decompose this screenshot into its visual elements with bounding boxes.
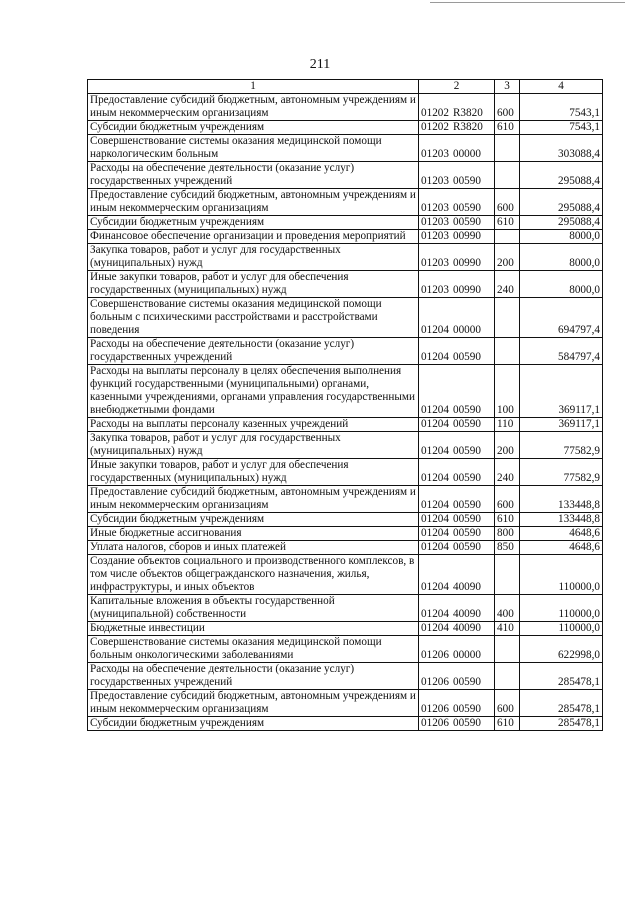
row-target-article-code: 00590 (452, 527, 481, 539)
row-target-article-prefix: 01204 (421, 351, 449, 363)
row-target-article-prefix: 01204 (421, 404, 449, 416)
row-target-article (419, 527, 495, 541)
row-amount: 8000,0 (520, 230, 603, 244)
row-amount: 285478,1 (520, 690, 603, 717)
row-expense-type (495, 663, 520, 690)
row-name: Уплата налогов, сборов и иных платежей (88, 541, 419, 555)
row-target-article-code: 00590 (452, 513, 481, 525)
row-target-article-prefix: 01206 (421, 649, 449, 661)
row-expense-type: 110 (495, 418, 520, 432)
row-amount: 4648,6 (520, 541, 603, 555)
table-row (88, 663, 603, 690)
table-row (88, 135, 603, 162)
row-target-article-prefix: 01202 (421, 107, 449, 119)
row-name: Расходы на выплаты персоналу казенных учреждений (88, 418, 419, 432)
row-target-article-code: 00990 (452, 257, 481, 269)
row-name: Совершенствование системы оказания медицинской помощи больным с психическими расстройствами и расстройствами поведения (88, 298, 419, 338)
row-target-article (419, 271, 495, 298)
row-target-article (419, 663, 495, 690)
table-row (88, 365, 603, 418)
row-amount: 584797,4 (520, 338, 603, 365)
table-row (88, 555, 603, 595)
row-target-article-prefix: 01202 (421, 121, 449, 133)
row-amount: 110000,0 (520, 622, 603, 636)
row-expense-type: 240 (495, 459, 520, 486)
table-row (88, 636, 603, 663)
row-amount: 295088,4 (520, 216, 603, 230)
row-expense-type: 410 (495, 622, 520, 636)
row-amount: 8000,0 (520, 271, 603, 298)
row-target-article-code: 00590 (452, 351, 481, 363)
row-target-article-code: 00590 (452, 175, 481, 187)
row-name: Закупка товаров, работ и услуг для государственных (муниципальных) нужд (88, 432, 419, 459)
row-name: Совершенствование системы оказания медицинской помощи наркологическим больным (88, 135, 419, 162)
row-target-article (419, 298, 495, 338)
table-row (88, 121, 603, 135)
row-amount: 133448,8 (520, 486, 603, 513)
table-row (88, 162, 603, 189)
row-name: Субсидии бюджетным учреждениям (88, 717, 419, 731)
row-target-article (419, 636, 495, 663)
row-name: Закупка товаров, работ и услуг для государственных (муниципальных) нужд (88, 244, 419, 271)
row-target-article-prefix: 01204 (421, 622, 449, 634)
row-target-article-prefix: 01203 (421, 202, 449, 214)
row-expense-type: 200 (495, 244, 520, 271)
row-target-article (419, 244, 495, 271)
budget-table (87, 79, 603, 731)
row-target-article-prefix: 01204 (421, 527, 449, 539)
row-target-article-prefix: 01203 (421, 230, 449, 242)
row-target-article-prefix: 01203 (421, 175, 449, 187)
row-name: Предоставление субсидий бюджетным, автономным учреждениям и иным некоммерческим организациям (88, 486, 419, 513)
table-row (88, 717, 603, 731)
row-target-article-code: 40090 (452, 622, 481, 634)
row-name: Иные закупки товаров, работ и услуг для обеспечения государственных (муниципальных) нужд (88, 271, 419, 298)
table-row (88, 244, 603, 271)
row-amount: 694797,4 (520, 298, 603, 338)
table-row (88, 271, 603, 298)
row-target-article (419, 690, 495, 717)
row-expense-type (495, 636, 520, 663)
row-expense-type (495, 338, 520, 365)
row-target-article-code: 00590 (452, 676, 481, 688)
row-target-article (419, 513, 495, 527)
row-name: Бюджетные инвестиции (88, 622, 419, 636)
row-amount: 7543,1 (520, 121, 603, 135)
table-row (88, 459, 603, 486)
row-target-article (419, 541, 495, 555)
row-target-article-code: 40090 (452, 608, 481, 620)
row-target-article-prefix: 01206 (421, 676, 449, 688)
table-row (88, 189, 603, 216)
row-name: Финансовое обеспечение организации и проведения мероприятий (88, 230, 419, 244)
row-target-article-code: 00590 (452, 202, 481, 214)
row-target-article-code: 00590 (452, 717, 481, 729)
row-target-article-prefix: 01206 (421, 703, 449, 715)
row-expense-type: 600 (495, 486, 520, 513)
row-amount: 77582,9 (520, 432, 603, 459)
column-header-3: 3 (495, 80, 520, 94)
table-row (88, 418, 603, 432)
table-row (88, 527, 603, 541)
row-name: Расходы на выплаты персоналу в целях обеспечения выполнения функций государственными (муниципальными) органами, казенными учреждениями, органами управления государственными внебюджетными фондами (88, 365, 419, 418)
table-row (88, 216, 603, 230)
row-target-article (419, 717, 495, 731)
row-expense-type: 610 (495, 717, 520, 731)
row-target-article-code: 00000 (452, 649, 481, 661)
row-target-article-prefix: 01204 (421, 541, 449, 553)
row-amount: 77582,9 (520, 459, 603, 486)
row-name: Расходы на обеспечение деятельности (оказание услуг) государственных учреждений (88, 338, 419, 365)
row-target-article-prefix: 01203 (421, 257, 449, 269)
row-target-article (419, 121, 495, 135)
row-target-article-prefix: 01203 (421, 216, 449, 228)
row-name: Расходы на обеспечение деятельности (оказание услуг) государственных учреждений (88, 162, 419, 189)
row-target-article (419, 230, 495, 244)
row-expense-type: 610 (495, 513, 520, 527)
row-target-article (419, 418, 495, 432)
row-expense-type: 400 (495, 595, 520, 622)
row-amount: 110000,0 (520, 555, 603, 595)
table-header-row (88, 80, 603, 94)
table-row (88, 432, 603, 459)
row-target-article-code: 00590 (452, 404, 481, 416)
row-target-article-prefix: 01203 (421, 148, 449, 160)
row-target-article-prefix: 01204 (421, 324, 449, 336)
row-name: Создание объектов социального и производственного комплексов, в том числе объектов общегражданского назначения, жилья, инфраструктуры, и иных объектов (88, 555, 419, 595)
table-row (88, 230, 603, 244)
row-amount: 8000,0 (520, 244, 603, 271)
row-target-article (419, 216, 495, 230)
row-target-article (419, 189, 495, 216)
row-expense-type: 100 (495, 365, 520, 418)
row-target-article-prefix: 01203 (421, 284, 449, 296)
row-name: Предоставление субсидий бюджетным, автономным учреждениям и иным некоммерческим организациям (88, 94, 419, 121)
row-name: Иные закупки товаров, работ и услуг для обеспечения государственных (муниципальных) нужд (88, 459, 419, 486)
row-target-article (419, 135, 495, 162)
row-name: Субсидии бюджетным учреждениям (88, 121, 419, 135)
row-expense-type (495, 555, 520, 595)
row-expense-type: 240 (495, 271, 520, 298)
row-amount: 295088,4 (520, 189, 603, 216)
column-header-1: 1 (88, 80, 419, 94)
table-row (88, 513, 603, 527)
row-target-article (419, 365, 495, 418)
row-amount: 110000,0 (520, 595, 603, 622)
row-expense-type: 850 (495, 541, 520, 555)
row-target-article-code: R3820 (452, 107, 483, 119)
row-expense-type: 600 (495, 189, 520, 216)
table-body (88, 94, 603, 731)
row-target-article-code: 00590 (452, 541, 481, 553)
row-expense-type (495, 135, 520, 162)
row-name: Предоставление субсидий бюджетным, автономным учреждениям и иным некоммерческим организациям (88, 189, 419, 216)
row-expense-type: 600 (495, 690, 520, 717)
row-target-article-prefix: 01204 (421, 418, 449, 430)
row-amount: 303088,4 (520, 135, 603, 162)
row-name: Субсидии бюджетным учреждениям (88, 513, 419, 527)
row-target-article (419, 162, 495, 189)
row-expense-type (495, 162, 520, 189)
row-target-article-prefix: 01204 (421, 499, 449, 511)
row-target-article (419, 486, 495, 513)
table-row (88, 338, 603, 365)
row-target-article (419, 459, 495, 486)
table-row (88, 690, 603, 717)
row-target-article-prefix: 01204 (421, 581, 449, 593)
column-header-2: 2 (419, 80, 495, 94)
row-amount: 4648,6 (520, 527, 603, 541)
row-amount: 369117,1 (520, 418, 603, 432)
row-amount: 295088,4 (520, 162, 603, 189)
row-target-article-code: 00590 (452, 418, 481, 430)
row-target-article-prefix: 01204 (421, 445, 449, 457)
row-target-article-prefix: 01206 (421, 717, 449, 729)
row-target-article-code: R3820 (452, 121, 483, 133)
row-amount: 369117,1 (520, 365, 603, 418)
row-target-article (419, 338, 495, 365)
row-name: Иные бюджетные ассигнования (88, 527, 419, 541)
row-expense-type: 610 (495, 216, 520, 230)
row-target-article (419, 595, 495, 622)
table-row (88, 622, 603, 636)
row-expense-type (495, 230, 520, 244)
row-expense-type: 600 (495, 94, 520, 121)
row-target-article-code: 00590 (452, 472, 481, 484)
row-target-article-prefix: 01204 (421, 608, 449, 620)
row-target-article-code: 00590 (452, 445, 481, 457)
table-row (88, 486, 603, 513)
row-target-article-code: 00990 (452, 284, 481, 296)
row-name: Совершенствование системы оказания медицинской помощи больным онкологическими заболеваниями (88, 636, 419, 663)
row-amount: 133448,8 (520, 513, 603, 527)
row-expense-type: 610 (495, 121, 520, 135)
row-target-article-code: 40090 (452, 581, 481, 593)
row-target-article-code: 00590 (452, 703, 481, 715)
table-row (88, 595, 603, 622)
row-name: Предоставление субсидий бюджетным, автономным учреждениям и иным некоммерческим организациям (88, 690, 419, 717)
row-target-article-code: 00000 (452, 148, 481, 160)
table-row (88, 541, 603, 555)
top-rule (430, 2, 625, 3)
page-number: 211 (309, 57, 331, 72)
table-row (88, 298, 603, 338)
row-name: Капитальные вложения в объекты государственной (муниципальной) собственности (88, 595, 419, 622)
column-header-4: 4 (520, 80, 603, 94)
row-name: Субсидии бюджетным учреждениям (88, 216, 419, 230)
table-row (88, 94, 603, 121)
row-target-article (419, 432, 495, 459)
row-amount: 622998,0 (520, 636, 603, 663)
row-target-article (419, 94, 495, 121)
row-expense-type: 200 (495, 432, 520, 459)
row-amount: 285478,1 (520, 717, 603, 731)
row-target-article-code: 00590 (452, 499, 481, 511)
row-target-article-prefix: 01204 (421, 513, 449, 525)
row-amount: 285478,1 (520, 663, 603, 690)
row-amount: 7543,1 (520, 94, 603, 121)
row-target-article (419, 555, 495, 595)
row-expense-type (495, 298, 520, 338)
row-target-article-code: 00000 (452, 324, 481, 336)
row-target-article (419, 622, 495, 636)
row-target-article-code: 00590 (452, 216, 481, 228)
row-target-article-code: 00990 (452, 230, 481, 242)
row-target-article-prefix: 01204 (421, 472, 449, 484)
row-name: Расходы на обеспечение деятельности (оказание услуг) государственных учреждений (88, 663, 419, 690)
row-expense-type: 800 (495, 527, 520, 541)
